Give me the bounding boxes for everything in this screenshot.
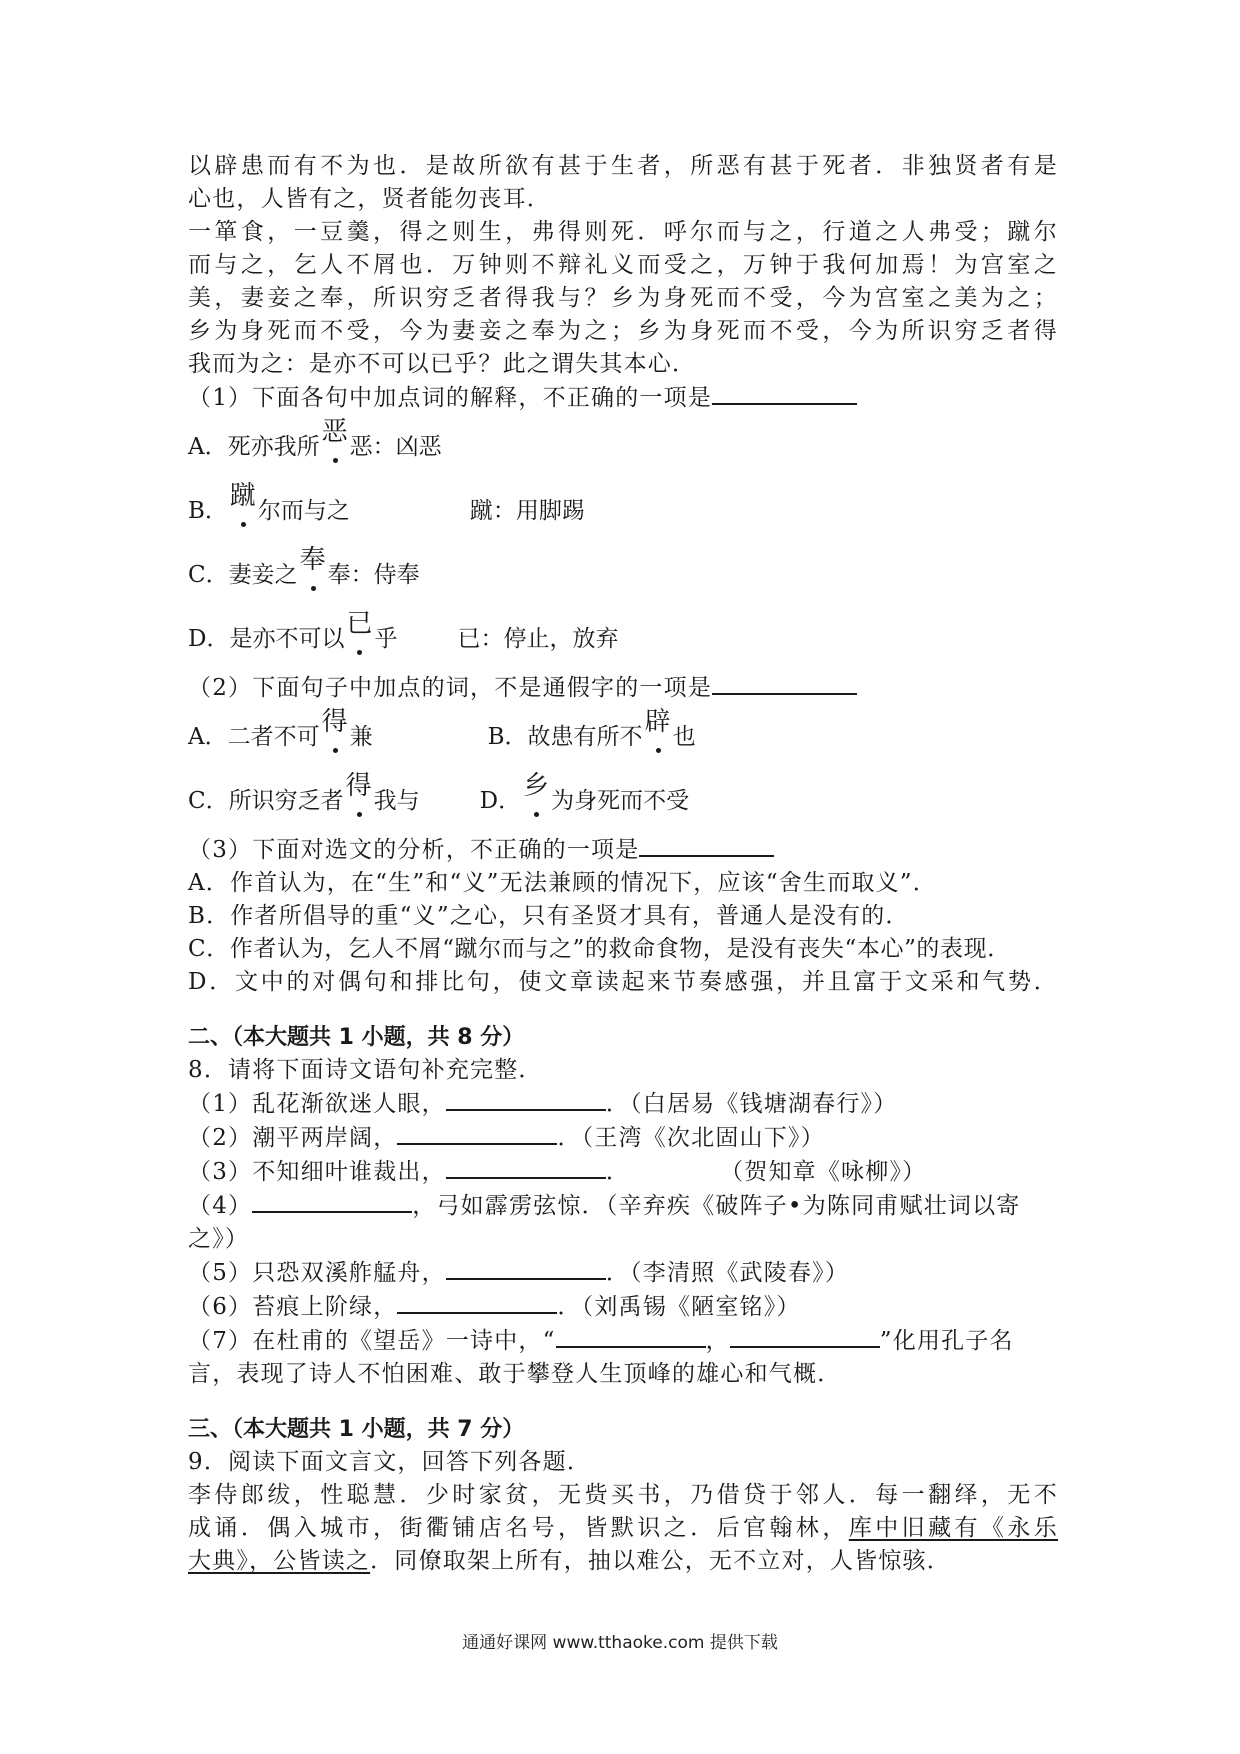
exam-page <box>188 150 1058 1578</box>
passage-line: 美，妻妾之奉，所识穷乏者得我与？乡为身死而不受，今为宫室之美为之； <box>188 285 1058 311</box>
option-c: C．妻妾之奉奉：侍奉 <box>188 545 420 588</box>
answer-blank[interactable] <box>446 1155 606 1179</box>
option-d: D．文中的对偶句和排比句，使文章读起来节奏感强，并且富于文采和气势． <box>188 969 1058 995</box>
dotted-char: 得 <box>321 707 348 737</box>
fill-item-1: （1）乱花渐欲迷人眼， ．（白居易《钱塘湖春行》） <box>188 1087 1058 1121</box>
answer-blank[interactable] <box>397 1121 557 1145</box>
question-8-stem: 8．请将下面诗文语句补充完整． <box>188 1057 543 1083</box>
option-a: A．死亦我所恶恶：凶恶 <box>188 417 442 460</box>
answer-blank[interactable] <box>397 1290 557 1314</box>
option-row-cd: C．所识穷乏者得我与 D．乡为身死而不受 <box>188 771 690 814</box>
passage-line: 一箪食，一豆羹，得之则生，弗得则死．呼尔而与之，行道之人弗受；蹴尔 <box>188 219 1058 245</box>
fill-item-7: （7）在杜甫的《望岳》一诗中，“ ， ”化用孔子名 <box>188 1324 1058 1358</box>
dotted-char: 奉 <box>299 545 326 575</box>
passage-line: 心也，人皆有之，贤者能勿丧耳． <box>188 186 551 212</box>
dotted-char: 得 <box>345 771 372 801</box>
fill-item-4: （4） ，弓如霹雳弦惊．（辛弃疾《破阵子•为陈同甫赋壮词以寄 <box>188 1189 1058 1223</box>
underlined-text: 库中旧藏有《永乐 <box>848 1515 1058 1541</box>
reading-line: 李侍郎绂，性聪慧．少时家贫，无赀买书，乃借贷于邻人．每一翻绎，无不 <box>188 1482 1058 1508</box>
section-2-title: 二、（本大题共 1 小题，共 8 分） <box>188 1025 525 1050</box>
reading-line: 成诵．偶入城市，街衢铺店名号，皆默识之．后官翰林，库中旧藏有《永乐 <box>188 1515 1058 1541</box>
question-9-stem: 9．阅读下面文言文，回答下列各题． <box>188 1449 592 1475</box>
answer-blank[interactable] <box>556 1324 706 1348</box>
page-footer: 通通好课网 www.tthaoke.com 提供下载 <box>462 1633 778 1653</box>
fill-item-5: （5）只恐双溪舴艋舟， ．（李清照《武陵春》） <box>188 1256 1058 1290</box>
option-b: B．作者所倡导的重“义”之心，只有圣贤才具有，普通人是没有的． <box>188 903 910 929</box>
dotted-char: 恶 <box>321 417 348 447</box>
question-3-stem: （3）下面对选文的分析，不正确的一项是 <box>188 833 1058 867</box>
fill-item-4-cont: 之》） <box>188 1226 250 1252</box>
passage-line: 而与之，乞人不屑也．万钟则不辩礼义而受之，万钟于我何加焉！为宫室之 <box>188 252 1058 278</box>
passage-line: 我而为之：是亦不可以已乎？此之谓失其本心． <box>188 351 697 377</box>
option-c: C．作者认为，乞人不屑“蹴尔而与之”的救命食物，是没有丧失“本心”的表现． <box>188 936 1011 962</box>
dotted-char: 已 <box>346 609 373 639</box>
question-1-stem: （1）下面各句中加点词的解释，不正确的一项是 <box>188 381 1058 415</box>
dotted-char: 乡 <box>523 771 550 801</box>
fill-item-3: （3）不知细叶谁裁出， ． （贺知章《咏柳》） <box>188 1155 1058 1189</box>
answer-blank[interactable] <box>712 381 857 405</box>
answer-blank[interactable] <box>446 1087 606 1111</box>
fill-item-2: （2）潮平两岸阔， ．（王湾《次北固山下》） <box>188 1121 1058 1155</box>
passage-line: 乡为身死而不受，今为妻妾之奉为之；乡为身死而不受，今为所识穷乏者得 <box>188 318 1058 344</box>
option-b: B．蹴尔而与之 蹴：用脚踢 <box>188 481 585 524</box>
answer-blank[interactable] <box>712 671 857 695</box>
passage-line: 以辟患而有不为也．是故所欲有甚于生者，所恶有甚于死者．非独贤者有是 <box>188 153 1058 179</box>
answer-blank[interactable] <box>252 1189 412 1213</box>
underlined-text: 大典》，公皆读之 <box>188 1548 371 1574</box>
fill-item-7-cont: 言，表现了诗人不怕困难、敢于攀登人生顶峰的雄心和气概． <box>188 1361 842 1387</box>
answer-blank[interactable] <box>639 833 774 857</box>
option-row-ab: A．二者不可得兼 B．故患有所不辟也 <box>188 707 696 750</box>
dotted-char: 辟 <box>644 707 671 737</box>
answer-blank[interactable] <box>446 1256 606 1280</box>
answer-blank[interactable] <box>730 1324 880 1348</box>
dotted-char: 蹴 <box>229 481 256 511</box>
question-2-stem: （2）下面句子中加点的词，不是通假字的一项是 <box>188 671 1058 705</box>
fill-item-6: （6）苔痕上阶绿， ．（刘禹锡《陋室铭》） <box>188 1290 1058 1324</box>
option-a: A．作首认为，在“生”和“义”无法兼顾的情况下，应该“舍生而取义”． <box>188 870 937 896</box>
reading-line: 大典》，公皆读之．同僚取架上所有，抽以难公，无不立对，人皆惊骇． <box>188 1548 951 1574</box>
section-3-title: 三、（本大题共 1 小题，共 7 分） <box>188 1417 525 1442</box>
option-d: D．是亦不可以已乎 已：停止，放弃 <box>188 609 619 652</box>
